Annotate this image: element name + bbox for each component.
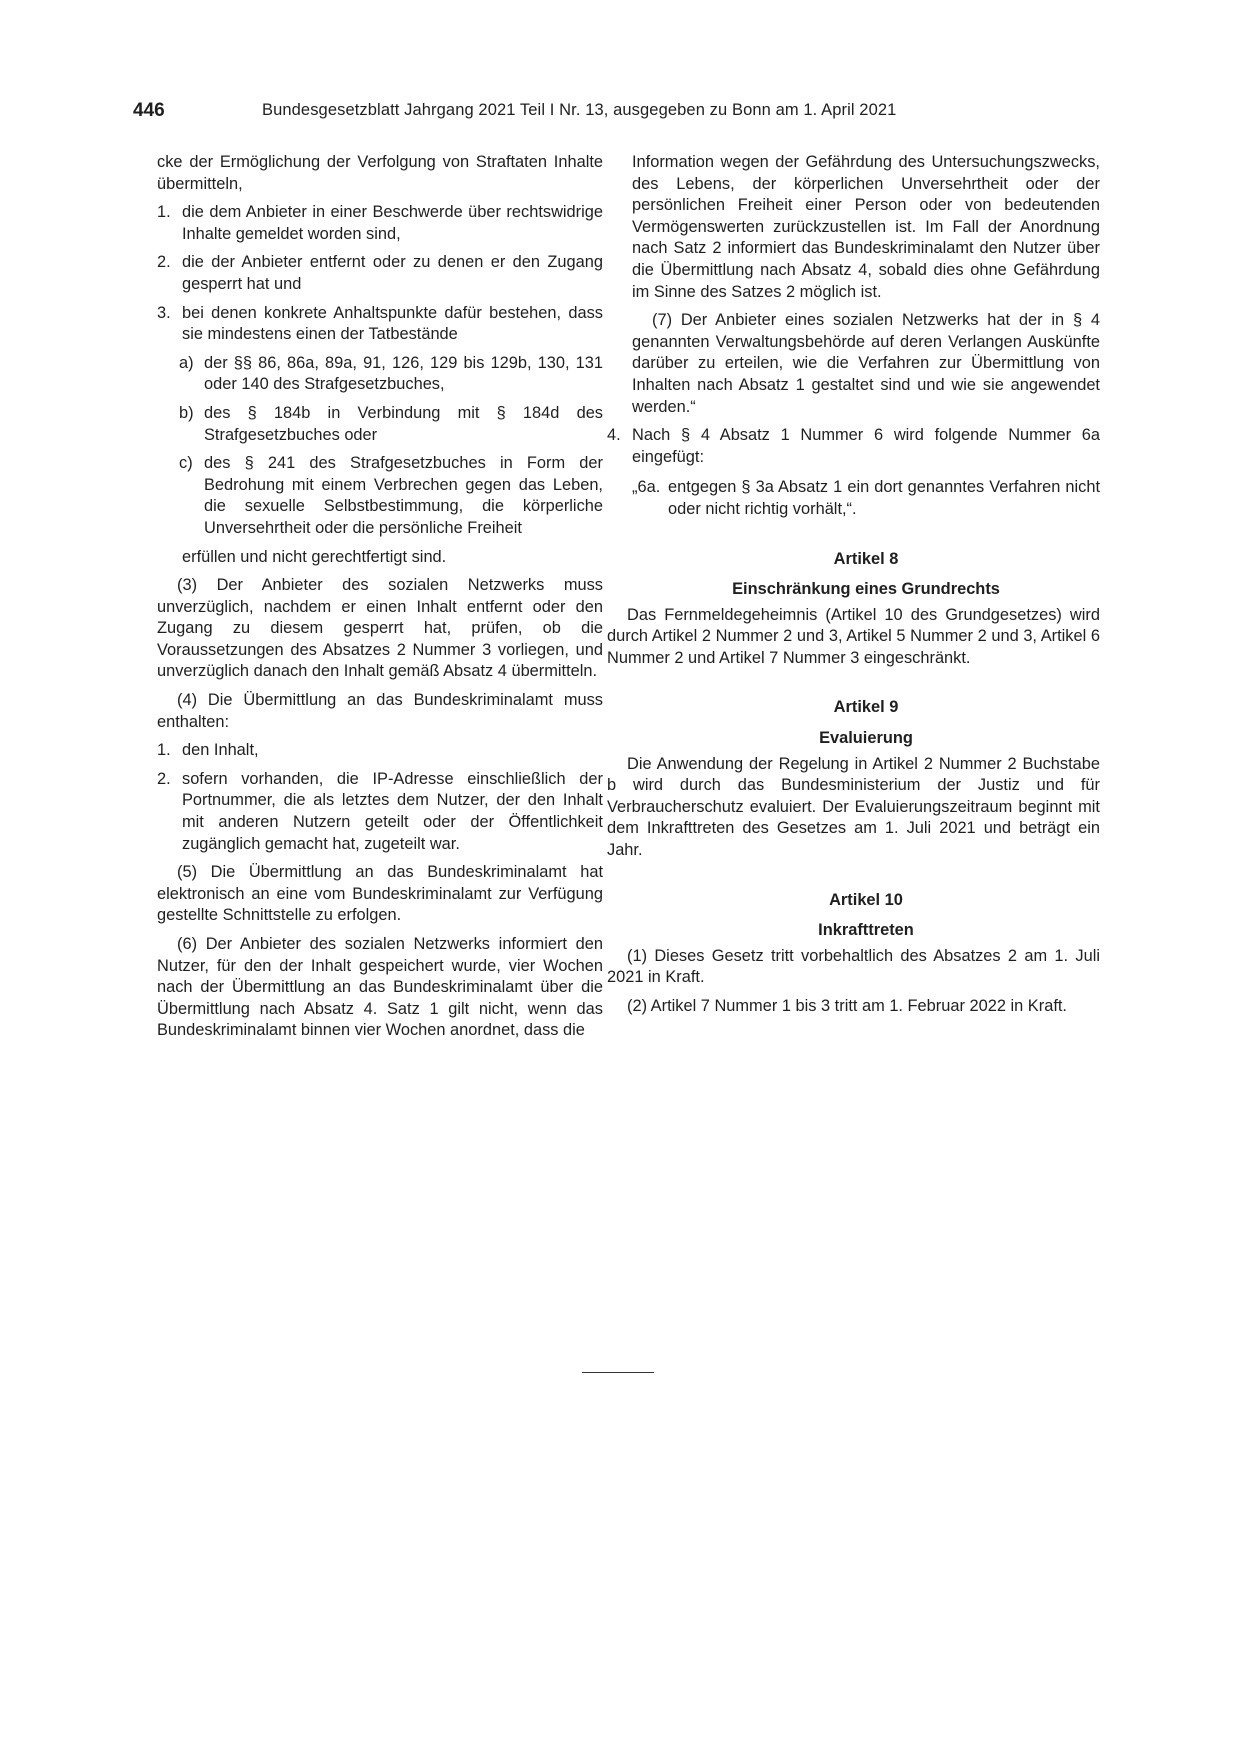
inserted-quote bbox=[632, 477, 1100, 520]
list-number: 1. bbox=[157, 741, 171, 760]
intro-text: cke der Ermöglichung der Verfolgung von Straftaten Inhalte übermitteln, bbox=[157, 153, 603, 193]
article-8-title: Einschränkung eines Grundrechts bbox=[732, 580, 1000, 599]
list-text: sofern vorhanden, die IP-Adresse einschließlich der Portnummer, die als letztes dem Nutzer, der den Inhalt mit anderen Nutzern geteilt oder der Öffentlichkeit zugänglich gemacht hat, zugeteilt war. bbox=[182, 769, 603, 853]
article-10-number: Artikel 10 bbox=[829, 890, 903, 909]
list-text: den Inhalt, bbox=[182, 741, 259, 760]
list-number: 1. bbox=[157, 203, 171, 222]
article-8-text: Das Fernmeldegeheimnis (Artikel 10 des Grundgesetzes) wird durch Artikel 2 Nummer 2 und 3, Artikel 5 Nummer 2 und 3, Artikel 6 Nummer 2 und Artikel 7 Nummer 3 eingeschränkt. bbox=[607, 605, 1100, 667]
paragraph-6: (6) Der Anbieter des sozialen Netzwerks informiert den Nutzer, für den der Inhalt gespeichert wurde, vier Wochen nach der Übermittlung an das Bundeskriminalamt über die Übermittlung nach Absatz 4. Satz 1 gilt nicht, wenn das Bundeskriminalamt binnen vier Wochen anordnet, dass die bbox=[157, 935, 603, 1040]
paragraph-4: (4) Die Übermittlung an das Bundeskriminalamt muss enthalten: bbox=[157, 691, 603, 731]
list-item bbox=[157, 252, 603, 295]
article-8-number: Artikel 8 bbox=[833, 549, 899, 568]
list-item bbox=[157, 303, 603, 346]
article-10-title: Inkrafttreten bbox=[818, 921, 914, 940]
list-item bbox=[157, 740, 603, 762]
sub-list-item bbox=[179, 353, 603, 396]
list-item bbox=[607, 425, 1100, 468]
paragraph-6-continued: Information wegen der Gefährdung des Untersuchungszwecks, des Lebens, der körperlichen Unversehrtheit oder der persönlichen Freiheit einer Person oder von bedeutenden Vermögenswerten zurückzustellen ist. Im Fall der Anordnung nach Satz 2 informiert das Bundeskriminalamt den Nutzer über die Übermittlung nach Absatz 4, sobald dies ohne Gefährdung im Sinne des Satzes 2 möglich ist. bbox=[632, 153, 1100, 301]
list-text: die der Anbieter entfernt oder zu denen er den Zugang gesperrt hat und bbox=[182, 253, 603, 293]
article-9-title: Evaluierung bbox=[819, 729, 913, 748]
paragraph-5: (5) Die Übermittlung an das Bundeskriminalamt hat elektronisch an eine vom Bundeskriminalamt zur Verfügung gestellte Schnittstelle zu erfolgen. bbox=[157, 863, 603, 925]
sub-list-letter: a) bbox=[179, 353, 194, 372]
list-conclusion: erfüllen und nicht gerechtfertigt sind. bbox=[182, 547, 447, 566]
list-text: bei denen konkrete Anhaltspunkte dafür bestehen, dass sie mindestens einen der Tatbestände bbox=[182, 303, 603, 344]
list-text: die dem Anbieter in einer Beschwerde über rechtswidrige Inhalte gemeldet worden sind, bbox=[182, 203, 603, 243]
page-number: 446 bbox=[133, 100, 165, 121]
sub-list-text: des § 241 des Strafgesetzbuches in Form der Bedrohung mit einem Verbrechen gegen das Leben, die sexuelle Selbstbestimmung, die körperliche Unversehrtheit oder die persönliche Freiheit bbox=[204, 454, 603, 537]
quote-text: entgegen § 3a Absatz 1 ein dort genanntes Verfahren nicht oder nicht richtig vorhält,“. bbox=[668, 478, 1100, 518]
article-9-number: Artikel 9 bbox=[833, 698, 899, 717]
article-10-paragraph-2: (2) Artikel 7 Nummer 1 bis 3 tritt am 1. Februar 2022 in Kraft. bbox=[627, 997, 1067, 1015]
left-column bbox=[157, 152, 603, 1042]
list-number: 4. bbox=[607, 426, 621, 445]
sub-list-item bbox=[179, 453, 603, 539]
paragraph-7: (7) Der Anbieter eines sozialen Netzwerks hat der in § 4 genannten Verwaltungsbehörde auf deren Verlangen Auskünfte darüber zu erteilen, wie die Verfahren zur Übermittlung von Inhalten nach Absatz 1 gestaltet sind und wie sie angewendet werden.“ bbox=[632, 311, 1100, 416]
sub-list-letter: b) bbox=[179, 403, 194, 422]
running-header: Bundesgesetzblatt Jahrgang 2021 Teil I Nr. 13, ausgegeben zu Bonn am 1. April 2021 bbox=[262, 101, 897, 119]
list-number: 2. bbox=[157, 769, 171, 788]
article-9-text: Die Anwendung der Regelung in Artikel 2 Nummer 2 Buchstabe b wird durch das Bundesministerium der Justiz und für Verbraucherschutz evaluiert. Der Evaluierungszeitraum beginnt mit dem Inkrafttreten des Gesetzes am 1. Juli 2021 und beträgt ein Jahr. bbox=[607, 754, 1100, 860]
list-item bbox=[157, 769, 603, 855]
sub-list-letter: c) bbox=[179, 454, 193, 473]
sub-list-text: der §§ 86, 86a, 89a, 91, 126, 129 bis 129b, 130, 131 oder 140 des Strafgesetzbuches, bbox=[204, 353, 603, 394]
quote-number: „6a. bbox=[632, 478, 661, 497]
right-column bbox=[607, 152, 1100, 1018]
article-10-paragraph-1: (1) Dieses Gesetz tritt vorbehaltlich des Absatzes 2 am 1. Juli 2021 in Kraft. bbox=[607, 946, 1100, 987]
list-item bbox=[157, 202, 603, 245]
list-number: 2. bbox=[157, 253, 171, 272]
sub-list-item bbox=[179, 403, 603, 446]
sub-list-text: des § 184b in Verbindung mit § 184d des Strafgesetzbuches oder bbox=[204, 403, 603, 444]
footer-rule bbox=[582, 1372, 654, 1373]
paragraph-3: (3) Der Anbieter des sozialen Netzwerks muss unverzüglich, nachdem er einen Inhalt entfernt oder den Zugang zu diesem gesperrt hat, prüfen, ob die Voraussetzungen des Absatzes 2 Nummer 3 vorliegen, und unverzüglich danach den Inhalt gemäß Absatz 4 übermitteln. bbox=[157, 576, 603, 681]
list-text: Nach § 4 Absatz 1 Nummer 6 wird folgende Nummer 6a eingefügt: bbox=[632, 426, 1100, 466]
list-number: 3. bbox=[157, 303, 171, 322]
